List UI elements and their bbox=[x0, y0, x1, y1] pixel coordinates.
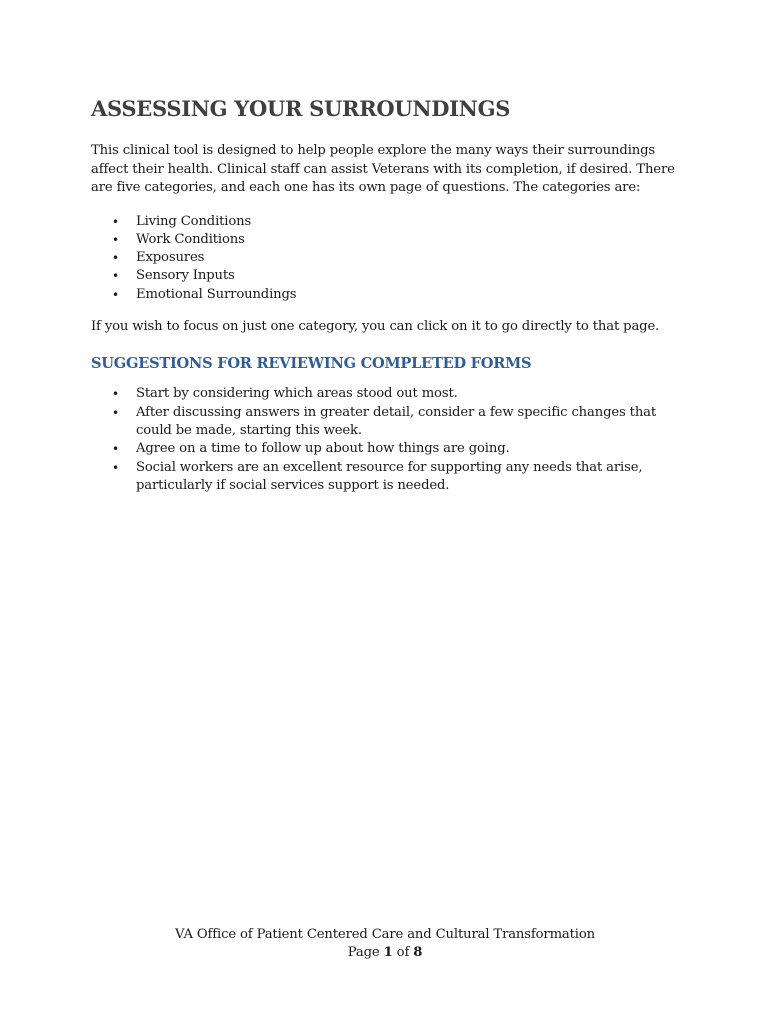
category-sensory-inputs[interactable]: • Sensory Inputs bbox=[91, 267, 691, 285]
page-prefix: Page bbox=[347, 945, 384, 960]
page-content bbox=[91, 92, 691, 495]
footer-office-line: VA Office of Patient Centered Care and Cultural Transformation bbox=[175, 927, 595, 942]
suggestions-heading: SUGGESTIONS FOR REVIEWING COMPLETED FORMS bbox=[91, 355, 532, 373]
suggestion-item: • Agree on a time to follow up about how things are going. bbox=[91, 440, 691, 458]
focus-note: If you wish to focus on just one category, you can click on it to go directly to that page. bbox=[91, 318, 660, 334]
category-work-conditions[interactable]: • Work Conditions bbox=[91, 231, 691, 249]
category-emotional-surroundings[interactable]: • Emotional Surroundings bbox=[91, 286, 691, 304]
page-total: 8 bbox=[413, 945, 423, 960]
suggestion-item: • Social workers are an excellent resource for supporting any needs that arise, particularly if social services support is needed. bbox=[91, 459, 691, 496]
intro-paragraph: This clinical tool is designed to help people explore the many ways their surroundings affect their health. Clinical staff can assist Veterans with its completion, if desired. There are five categories, and each one has its own page of questions. The categories are: bbox=[91, 143, 675, 195]
page-title: ASSESSING YOUR SURROUNDINGS bbox=[91, 96, 511, 121]
page-footer bbox=[0, 926, 770, 962]
category-living-conditions[interactable]: • Living Conditions bbox=[91, 213, 691, 231]
suggestion-item: • Start by considering which areas stood out most. bbox=[91, 385, 691, 403]
suggestion-item: • After discussing answers in greater detail, consider a few specific changes that could be made, starting this week. bbox=[91, 404, 691, 441]
page-number bbox=[0, 944, 770, 962]
page-of: of bbox=[392, 945, 414, 960]
category-list bbox=[91, 213, 691, 304]
suggestion-list bbox=[91, 385, 691, 495]
category-exposures[interactable]: • Exposures bbox=[91, 249, 691, 267]
page-current: 1 bbox=[383, 945, 393, 960]
